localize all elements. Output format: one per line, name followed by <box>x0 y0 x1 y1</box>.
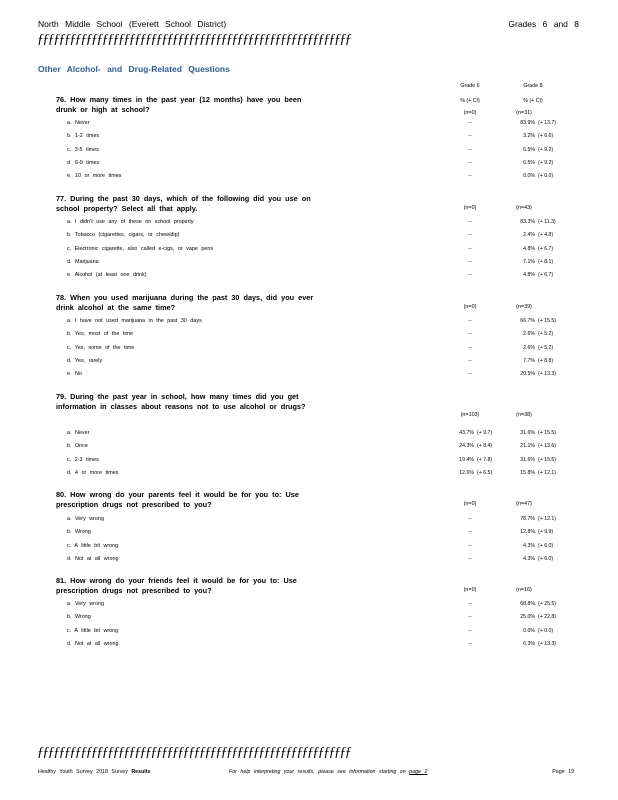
grade6-percent: -- <box>468 272 472 279</box>
answer-option: a. Never <box>67 120 90 126</box>
grade6-percent: -- <box>468 344 472 351</box>
question-text: 81. How wrong do your friends feel it would be for you to: Use prescription drugs not prescribed to you? <box>56 576 297 595</box>
answer-option: e. No <box>67 371 82 378</box>
grade8-confidence-interval: (+ 11.3) <box>538 219 556 225</box>
grade8-percent: 31.6% <box>520 430 535 436</box>
grade8-percent: 6.3% <box>523 640 535 647</box>
grade6-percent: -- <box>468 219 472 225</box>
grade8-confidence-interval: (+ 15.5) <box>538 456 557 463</box>
question-text: 79. During the past year in school, how many times did you get information in classes about reasons not to use alcohol or drugs? <box>56 392 306 411</box>
grade6-percent: 12.6% <box>459 469 474 476</box>
grade8-confidence-interval: (+ 4.8) <box>538 232 554 239</box>
grade8-percent: 7.1% <box>523 258 535 265</box>
grade8-percent: 4.8% <box>523 272 535 279</box>
grade8-sample-size: (n=43) <box>516 204 532 211</box>
grade6-percent: 19.4% <box>459 456 474 463</box>
answer-option: b. Wrong <box>67 529 91 536</box>
grade8-percent: 4.8% <box>523 245 535 252</box>
grade8-percent: 2.6% <box>523 344 535 351</box>
grade8-percent: 3.2% <box>523 133 535 140</box>
grade8-confidence-interval: (+ 13.7) <box>538 120 557 126</box>
grade8-sample-size: (n=31) <box>516 109 532 116</box>
answer-option: a. Very wrong <box>67 516 104 522</box>
grade6-percent: -- <box>468 146 472 153</box>
grade6-percent: -- <box>468 614 472 621</box>
answer-option: a. Never <box>67 430 90 436</box>
grade8-sample-size: (n=39) <box>516 303 532 310</box>
grade6-sample-size: (n=0) <box>463 500 477 507</box>
grade8-confidence-interval: (+ 13.3) <box>538 640 557 647</box>
grade8-confidence-interval: (+ 15.5) <box>538 318 557 324</box>
grade8-pct-label: % (+ CI) <box>523 98 543 104</box>
grade6-percent: -- <box>468 371 472 378</box>
grade8-confidence-interval: (+ 25.5) <box>538 601 557 607</box>
grade8-percent: 25.0% <box>520 614 535 621</box>
grade6-sample-size: (n=103) <box>460 412 480 418</box>
grade6-percent: -- <box>468 542 472 549</box>
grade8-confidence-interval: (+ 9.9) <box>538 529 554 536</box>
grade8-confidence-interval: (+ 6.0) <box>538 542 554 549</box>
grades-label: Grades 6 and 8 <box>508 19 579 29</box>
answer-option: a. Very wrong <box>67 601 104 607</box>
question-text: 76. How many times in the past year (12 months) have you been drunk or high at school? <box>56 95 302 114</box>
grade6-percent: -- <box>468 357 472 364</box>
grade8-sample-size: (n=47) <box>516 500 532 507</box>
grade8-confidence-interval: (+ 6.6) <box>538 133 554 140</box>
grade6-percent: -- <box>468 601 472 607</box>
grade8-confidence-interval: (+ 6.7) <box>538 245 554 252</box>
grade8-confidence-interval: (+ 8.8) <box>538 357 554 364</box>
answer-option: c. Yes, some of the time <box>67 344 135 351</box>
grade8-confidence-interval: (+ 9.2) <box>538 146 554 153</box>
grade8-confidence-interval: (+ 12.1) <box>538 469 557 476</box>
grade6-percent: -- <box>468 258 472 265</box>
answer-option: d. Not at all wrong <box>67 555 119 562</box>
grade8-percent: 6.5% <box>523 159 535 166</box>
grade8-percent: 2.6% <box>523 331 535 338</box>
grade6-confidence-interval: (+ 6.5) <box>477 469 493 476</box>
grade8-confidence-interval: (+ 13.6) <box>538 443 557 450</box>
footer-help <box>229 769 427 775</box>
answer-option: c. A little bit wrong <box>67 627 119 634</box>
grade6-percent: 43.7% <box>459 430 474 436</box>
question-text: 77. During the past 30 days, which of the following did you use on school property? Select all that apply. <box>56 194 311 213</box>
grade6-sample-size: (n=0) <box>463 109 477 116</box>
grade8-confidence-interval: (+ 9.2) <box>538 159 554 166</box>
grade6-percent: -- <box>468 318 472 324</box>
grade8-column-header: Grade 8 <box>523 83 543 89</box>
grade8-percent: 78.7% <box>520 516 535 522</box>
footer-rule: ƒƒƒƒƒƒƒƒƒƒƒƒƒƒƒƒƒƒƒƒƒƒƒƒƒƒƒƒƒƒƒƒƒƒƒƒƒƒƒƒƒƒƒƒƒƒƒƒƒƒƒƒƒƒƒƒƒƒ <box>37 745 351 760</box>
grade6-percent: -- <box>468 159 472 166</box>
footer-survey-name: Healthy Youth Survey 2018 Survey <box>38 769 128 775</box>
grade6-percent: -- <box>468 173 472 180</box>
grade8-percent: 4.3% <box>523 542 535 549</box>
answer-option: c. 3-5 times <box>67 146 99 153</box>
grade6-percent: 24.3% <box>459 443 474 450</box>
grade8-confidence-interval: (+ 6.0) <box>538 555 554 562</box>
grade8-percent: 83.9% <box>520 120 535 126</box>
grade8-confidence-interval: (+ 8.1) <box>538 258 554 265</box>
grade8-confidence-interval: (+ 22.8) <box>538 614 557 621</box>
answer-option: c. 2-3 times <box>67 456 99 463</box>
grade6-percent: -- <box>468 133 472 140</box>
answer-option: d. Not at all wrong <box>67 640 119 647</box>
grade6-percent: -- <box>468 331 472 338</box>
grade6-pct-label: % (+ CI) <box>460 98 480 104</box>
answer-option: a. I didn't use any of these on school property <box>67 219 194 225</box>
answer-option: d. 4 or more times <box>67 469 119 476</box>
school-name: North Middle School (Everett School District) <box>38 19 227 29</box>
grade6-confidence-interval: (+ 7.8) <box>477 456 493 463</box>
grade8-percent: 6.5% <box>523 146 535 153</box>
grade8-percent: 7.7% <box>523 357 535 364</box>
grade8-percent: 15.8% <box>520 469 535 476</box>
answer-option: d. Yes, rarely <box>67 357 103 364</box>
footer-survey <box>38 769 151 775</box>
grade8-percent: 20.5% <box>520 371 535 378</box>
grade6-percent: -- <box>468 529 472 536</box>
grade8-percent: 0.0% <box>523 173 535 180</box>
section-title: Other Alcohol- and Drug-Related Questions <box>38 64 230 74</box>
answer-option: b. Wrong <box>67 614 91 621</box>
grade8-percent: 21.1% <box>520 443 535 450</box>
grade6-sample-size: (n=0) <box>463 303 477 310</box>
answer-option: b. 1-2 times <box>67 133 100 140</box>
grade8-confidence-interval: (+ 15.5) <box>538 430 557 436</box>
grade6-percent: -- <box>468 640 472 647</box>
answer-option: c. Electronic cigarette, also called e-cigs, or vape pens <box>67 245 214 252</box>
grade6-sample-size: (n=0) <box>463 204 477 211</box>
grade8-percent: 4.3% <box>523 555 535 562</box>
grade8-sample-size: (n=16) <box>516 586 532 593</box>
answer-option: e. 10 or more times <box>67 173 122 180</box>
answer-option: b. Once <box>67 443 88 450</box>
grade6-percent: -- <box>468 120 472 126</box>
grade8-confidence-interval: (+ 0.0) <box>538 627 554 634</box>
grade8-confidence-interval: (+ 5.2) <box>538 331 554 338</box>
grade6-percent: -- <box>468 245 472 252</box>
answer-option: b. Yes, most of the time <box>67 331 134 338</box>
grade8-percent: 83.3% <box>520 219 535 225</box>
grade8-percent: 2.4% <box>523 232 535 239</box>
grade6-sample-size: (n=0) <box>463 586 477 593</box>
grade8-sample-size: (n=38) <box>516 412 532 418</box>
grade8-percent: 0.0% <box>523 627 535 634</box>
grade8-percent: 66.7% <box>520 318 535 324</box>
grade6-confidence-interval: (+ 8.4) <box>477 443 493 450</box>
answer-option: d. Marijuana <box>67 258 99 265</box>
footer-help-text: For help interpreting your results, please see information starting on <box>229 769 406 775</box>
header-rule: ƒƒƒƒƒƒƒƒƒƒƒƒƒƒƒƒƒƒƒƒƒƒƒƒƒƒƒƒƒƒƒƒƒƒƒƒƒƒƒƒƒƒƒƒƒƒƒƒƒƒƒƒƒƒƒƒƒƒ <box>37 32 351 47</box>
grade8-confidence-interval: (+ 12.1) <box>538 516 557 522</box>
footer-help-page-link[interactable]: page 2 <box>409 769 428 775</box>
grade8-confidence-interval: (+ 13.3) <box>538 371 557 378</box>
grade6-percent: -- <box>468 555 472 562</box>
question-text: 80. How wrong do your parents feel it would be for you to: Use prescription drugs not prescribed to you? <box>56 490 299 509</box>
grade8-confidence-interval: (+ 0.0) <box>538 173 554 180</box>
grade8-percent: 12.8% <box>520 529 535 536</box>
grade6-confidence-interval: (+ 9.7) <box>477 430 493 436</box>
grade6-column-header: Grade 6 <box>460 83 480 89</box>
grade6-percent: -- <box>468 627 472 634</box>
grade8-confidence-interval: (+ 5.2) <box>538 344 554 351</box>
footer-results: Results <box>131 769 151 775</box>
page-number: Page 19 <box>552 769 574 775</box>
answer-option: c. A little bit wrong <box>67 542 119 549</box>
answer-option: a. I have not used marijuana in the past 30 days <box>67 318 202 324</box>
grade8-percent: 68.8% <box>520 601 535 607</box>
grade6-percent: -- <box>468 232 472 239</box>
answer-option: e. Alcohol (at least one drink) <box>67 272 147 279</box>
grade8-confidence-interval: (+ 6.7) <box>538 272 554 279</box>
grade8-percent: 31.6% <box>520 456 535 463</box>
question-text: 78. When you used marijuana during the past 30 days, did you ever drink alcohol at the same time? <box>56 293 314 312</box>
grade6-percent: -- <box>468 516 472 522</box>
answer-option: b. Tobacco (cigarettes, cigars, or chew/dip) <box>67 232 180 239</box>
answer-option: d. 6-9 times <box>67 159 100 166</box>
